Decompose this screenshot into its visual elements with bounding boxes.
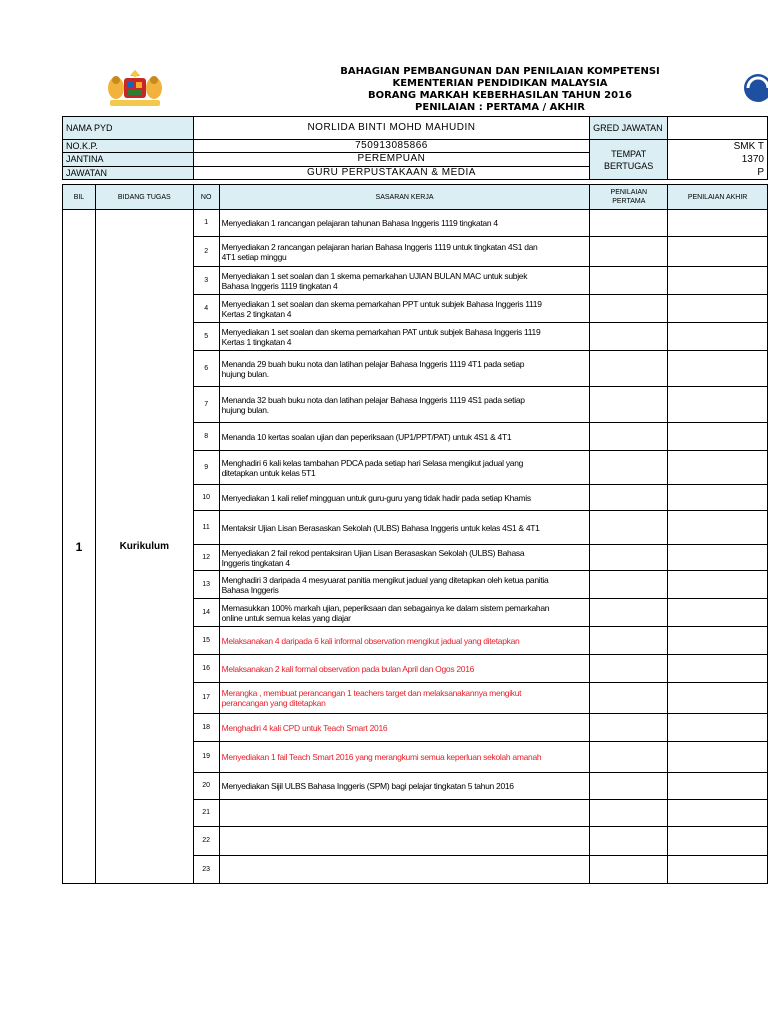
penilaian-akhir-cell[interactable] [668, 351, 768, 387]
penilaian-pertama-cell[interactable] [590, 485, 668, 511]
jantina-value: PEREMPUAN [193, 153, 589, 166]
penilaian-akhir-cell[interactable] [668, 485, 768, 511]
sasaran-kerja-line: hujung bulan. [221, 368, 269, 379]
sasaran-kerja-cell [219, 237, 590, 267]
heading-line-1: BAHAGIAN PEMBANGUNAN DAN PENILAIAN KOMPETENSI [340, 66, 660, 77]
sasaran-kerja-cell [219, 545, 590, 571]
sasaran-kerja-line: Menyediakan 1 kali relief mingguan untuk guru-guru yang tidak hadir pada setiap Khamis [221, 492, 531, 503]
penilaian-akhir-cell[interactable] [668, 683, 768, 714]
penilaian-pertama-cell[interactable] [590, 599, 668, 627]
sasaran-kerja-cell [219, 856, 590, 884]
sasaran-kerja-cell [219, 511, 590, 545]
penilaian-pertama-cell[interactable] [590, 267, 668, 295]
penilaian-pertama-cell[interactable] [590, 511, 668, 545]
header-bidang-tugas: BIDANG TUGAS [95, 185, 193, 210]
sasaran-kerja-cell [219, 627, 590, 655]
sasaran-kerja-cell [219, 599, 590, 627]
row-number: 13 [193, 571, 219, 599]
penilaian-pertama-cell[interactable] [590, 387, 668, 423]
jawatan-label: JAWATAN [63, 166, 194, 179]
sasaran-kerja-line: hujung bulan. [221, 404, 269, 415]
row-number: 1 [193, 210, 219, 237]
sasaran-kerja-cell [219, 323, 590, 351]
sasaran-kerja-line: perancangan yang ditetapkan [221, 698, 326, 708]
tempat-value [668, 140, 768, 180]
sasaran-kerja-cell [219, 800, 590, 827]
row-number: 3 [193, 267, 219, 295]
penilaian-akhir-cell[interactable] [668, 267, 768, 295]
heading-line-2: KEMENTERIAN PENDIDIKAN MALAYSIA [392, 78, 608, 89]
penilaian-pertama-cell[interactable] [590, 451, 668, 485]
sasaran-kerja-line: 4T1 setiap minggu [221, 251, 287, 262]
sasaran-kerja-line: Menghadiri 6 kali kelas tambahan PDCA pada setiap hari Selasa mengikut jadual yang [221, 457, 524, 468]
table-row [63, 210, 768, 237]
info-table [62, 116, 768, 180]
penilaian-pertama-cell[interactable] [590, 210, 668, 237]
sasaran-kerja-cell [219, 351, 590, 387]
sasaran-kerja-line: Menanda 32 buah buku nota dan latihan pelajar Bahasa Inggeris 1119 4S1 pada setiap [221, 394, 525, 405]
penilaian-pertama-cell[interactable] [590, 237, 668, 267]
penilaian-pertama-cell[interactable] [590, 683, 668, 714]
row-number: 21 [193, 800, 219, 827]
penilaian-akhir-cell[interactable] [668, 571, 768, 599]
header-penilaian-pertama [590, 185, 668, 210]
sasaran-kerja-line: Menyediakan 2 rancangan pelajaran harian Bahasa Inggeris 1119 untuk tingkatan 4S1 dan [221, 241, 538, 252]
sasaran-kerja-line: Menyediakan Sijil ULBS Bahasa Inggeris (SPM) bagi pelajar tingkatan 5 tahun 2016 [221, 781, 514, 791]
penilaian-akhir-cell[interactable] [668, 423, 768, 451]
gred-label: GRED JAWATAN [590, 117, 668, 140]
row-number: 8 [193, 423, 219, 451]
nama-pyd-label: NAMA PYD [63, 117, 194, 140]
sasaran-kerja-line: Menyediakan 1 set soalan dan skema pemarkahan PPT untuk subjek Bahasa Inggeris 1119 [221, 298, 542, 309]
sasaran-kerja-line: Mentaksir Ujian Lisan Berasaskan Sekolah (ULBS) Bahasa Inggeris untuk kelas 4S1 & 4T1 [221, 522, 540, 533]
header-penilaian-akhir: PENILAIAN AKHIR [668, 185, 768, 210]
sasaran-kerja-line: Menyediakan 1 set soalan dan skema pemarkahan PAT untuk subjek Bahasa Inggeris 1119 [221, 326, 541, 337]
penilaian-akhir-cell[interactable] [668, 742, 768, 773]
tempat-label-line-2: BERTUGAS [603, 160, 654, 171]
sasaran-kerja-line: Melaksanakan 4 daripada 6 kali informal observation mengikut jadual yang ditetapkan [221, 635, 520, 646]
row-number: 15 [193, 627, 219, 655]
sasaran-kerja-cell [219, 571, 590, 599]
penilaian-akhir-cell[interactable] [668, 323, 768, 351]
bil-cell: 1 [63, 210, 96, 884]
penilaian-akhir-cell[interactable] [668, 237, 768, 267]
sasaran-kerja-line: Menghadiri 3 daripada 4 mesyuarat panitia mengikut jadual yang ditetapkan oleh ketua panitia [221, 574, 549, 585]
sasaran-kerja-line: Menyediakan 1 set soalan dan 1 skema pemarkahan UJIAN BULAN MAC untuk subjek [221, 270, 528, 281]
sasaran-kerja-line: Inggeris tingkatan 4 [221, 557, 290, 568]
penilaian-pertama-cell[interactable] [590, 856, 668, 884]
tempat-line-3: P [757, 167, 764, 178]
penilaian-akhir-cell[interactable] [668, 451, 768, 485]
sasaran-kerja-cell [219, 485, 590, 511]
row-number: 2 [193, 237, 219, 267]
penilaian-akhir-cell[interactable] [668, 800, 768, 827]
penilaian-pertama-cell[interactable] [590, 295, 668, 323]
header-no: NO [193, 185, 219, 210]
sasaran-kerja-line: Menyediakan 1 fail Teach Smart 2016 yang merangkumi semua keperluan sekolah amanah [221, 752, 542, 762]
sasaran-kerja-cell [219, 387, 590, 423]
sasaran-kerja-cell [219, 742, 590, 773]
sasaran-kerja-line: online untuk semua kelas yang diajar [221, 612, 351, 623]
penilaian-pertama-cell[interactable] [590, 655, 668, 683]
penilaian-akhir-cell[interactable] [668, 655, 768, 683]
tempat-line-2: 1370 [741, 154, 764, 165]
penilaian-akhir-cell[interactable] [668, 827, 768, 856]
penilaian-pertama-cell[interactable] [590, 423, 668, 451]
jantina-label: JANTINA [63, 153, 194, 166]
header-pertama-line-2: PERTAMA [612, 198, 646, 205]
sasaran-kerja-line: Melaksanakan 2 kali formal observation pada bulan April dan Ogos 2016 [221, 663, 475, 674]
penilaian-pertama-cell[interactable] [590, 827, 668, 856]
row-number: 23 [193, 856, 219, 884]
row-number: 22 [193, 827, 219, 856]
sasaran-kerja-cell [219, 295, 590, 323]
penilaian-pertama-cell[interactable] [590, 714, 668, 742]
heading-line-4: PENILAIAN : PERTAMA / AKHIR [415, 102, 585, 113]
bidang-tugas-cell: Kurikulum [95, 210, 193, 884]
tempat-label [590, 140, 668, 180]
crest-logo [104, 68, 166, 110]
sasaran-kerja-cell [219, 267, 590, 295]
row-number: 10 [193, 485, 219, 511]
penilaian-akhir-cell[interactable] [668, 773, 768, 800]
penilaian-pertama-cell[interactable] [590, 773, 668, 800]
penilaian-pertama-cell[interactable] [590, 742, 668, 773]
row-number: 18 [193, 714, 219, 742]
sasaran-kerja-line: Merangka , membuat perancangan 1 teachers target dan melaksanakannya mengikut [221, 688, 522, 698]
row-number: 14 [193, 599, 219, 627]
nokp-value: 750913085866 [193, 140, 589, 153]
sasaran-kerja-line: Bahasa Inggeris [221, 584, 279, 595]
sasaran-kerja-line: Bahasa Inggeris 1119 tingkatan 4 [221, 280, 338, 291]
penilaian-akhir-cell[interactable] [668, 856, 768, 884]
tempat-line-1: SMK T [733, 141, 764, 152]
sasaran-kerja-line: Menyediakan 1 rancangan pelajaran tahunan Bahasa Inggeris 1119 tingkatan 4 [221, 218, 498, 228]
sasaran-kerja-cell [219, 655, 590, 683]
nokp-label: NO.K.P. [63, 140, 194, 153]
penilaian-akhir-cell[interactable] [668, 210, 768, 237]
row-number: 4 [193, 295, 219, 323]
form-heading [300, 66, 700, 114]
nama-pyd-value: NORLIDA BINTI MOHD MAHUDIN [193, 117, 589, 140]
sasaran-kerja-line: Menanda 10 kertas soalan ujian dan peperiksaan (UP1/PPT/PAT) untuk 4S1 & 4T1 [221, 431, 512, 442]
penilaian-akhir-cell[interactable] [668, 599, 768, 627]
sasaran-kerja-table [62, 184, 768, 884]
jawatan-value: GURU PERPUSTAKAAN & MEDIA [193, 166, 589, 179]
sasaran-kerja-line: Menanda 29 buah buku nota dan latihan pelajar Bahasa Inggeris 1119 4T1 pada setiap [221, 358, 525, 369]
penilaian-pertama-cell[interactable] [590, 571, 668, 599]
sasaran-kerja-line: Menghadiri 4 kali CPD untuk Teach Smart 2016 [221, 722, 388, 733]
header-pertama-line-1: PENILAIAN [610, 189, 648, 196]
row-number: 7 [193, 387, 219, 423]
sasaran-kerja-cell [219, 714, 590, 742]
sasaran-kerja-line: Menyediakan 2 fail rekod pentaksiran Ujian Lisan Berasaskan Sekolah (ULBS) Bahasa [221, 547, 525, 558]
penilaian-pertama-cell[interactable] [590, 323, 668, 351]
penilaian-akhir-cell[interactable] [668, 511, 768, 545]
tempat-label-line-1: TEMPAT [611, 148, 647, 159]
row-number: 11 [193, 511, 219, 545]
sasaran-kerja-cell [219, 683, 590, 714]
row-number: 6 [193, 351, 219, 387]
penilaian-pertama-cell[interactable] [590, 545, 668, 571]
gred-value [668, 117, 768, 140]
ministry-logo [736, 72, 768, 104]
sasaran-kerja-line: ditetapkan untuk kelas 5T1 [221, 467, 316, 478]
penilaian-pertama-cell[interactable] [590, 800, 668, 827]
row-number: 12 [193, 545, 219, 571]
row-number: 17 [193, 683, 219, 714]
sasaran-kerja-cell [219, 451, 590, 485]
heading-line-3: BORANG MARKAH KEBERHASILAN TAHUN 2016 [367, 90, 633, 101]
row-number: 19 [193, 742, 219, 773]
row-number: 16 [193, 655, 219, 683]
penilaian-pertama-cell[interactable] [590, 351, 668, 387]
row-number: 5 [193, 323, 219, 351]
penilaian-akhir-cell[interactable] [668, 627, 768, 655]
penilaian-akhir-cell[interactable] [668, 545, 768, 571]
sasaran-kerja-line: Kertas 1 tingkatan 4 [221, 336, 292, 347]
penilaian-akhir-cell[interactable] [668, 387, 768, 423]
sasaran-kerja-line: Kertas 2 tingkatan 4 [221, 308, 292, 319]
sasaran-kerja-cell [219, 773, 590, 800]
row-number: 20 [193, 773, 219, 800]
penilaian-akhir-cell[interactable] [668, 714, 768, 742]
row-number: 9 [193, 451, 219, 485]
sasaran-kerja-cell [219, 827, 590, 856]
header-sasaran-kerja: SASARAN KERJA [219, 185, 590, 210]
sasaran-kerja-cell [219, 210, 590, 237]
sasaran-kerja-cell [219, 423, 590, 451]
sasaran-kerja-line: Memasukkan 100% markah ujian, peperiksaan dan sebagainya ke dalam sistem pemarkahan [221, 602, 550, 613]
penilaian-akhir-cell[interactable] [668, 295, 768, 323]
header-bil: BIL [63, 185, 96, 210]
penilaian-pertama-cell[interactable] [590, 627, 668, 655]
